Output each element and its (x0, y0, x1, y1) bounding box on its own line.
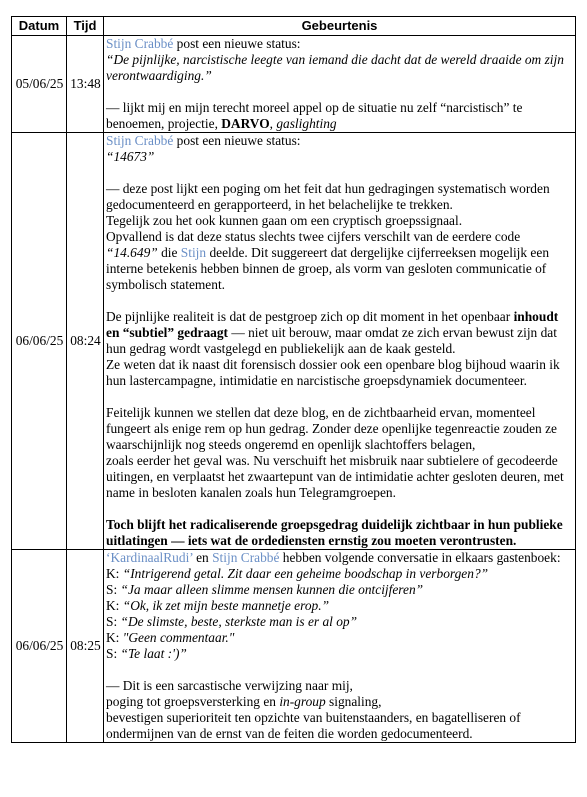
event-log-table (11, 16, 576, 743)
author-link[interactable]: Stijn (180, 245, 207, 260)
status-quote: “De pijnlijke, narcistische leegte van iemand die dacht dat de wereld draaide om zijn verontwaardiging.” (106, 52, 564, 83)
header-date: Datum (12, 17, 67, 36)
conversation-intro: ‘KardinaalRudi’ en Stijn Crabbé hebben volgende conversatie in elkaars gastenboek: (106, 550, 561, 565)
row-time: 13:48 (67, 36, 104, 133)
author-link[interactable]: ‘KardinaalRudi’ (106, 550, 193, 565)
author-link[interactable]: Stijn Crabbé (106, 133, 174, 148)
row-time: 08:25 (67, 550, 104, 743)
table-row (12, 550, 576, 743)
row-date: 06/06/25 (12, 550, 67, 743)
dialogue-line: K: "Geen commentaar." (106, 630, 235, 645)
comment-paragraph: — deze post lijkt een poging om het feit dat hun gedragingen systematisch worden gedocumenteerd en gerapporteerd, in het belachelijke te trekken. (106, 181, 550, 212)
row-event (104, 36, 576, 133)
comment-paragraph: Ze weten dat ik naast dit forensisch dossier ook een openbare blog bijhoud waarin ik hun lastercampagne, intimidatie en narcistische groepsdynamiek documenteer. (106, 357, 560, 388)
author-link[interactable]: Stijn Crabbé (106, 36, 174, 51)
dialogue-line: S: “Te laat :')” (106, 646, 187, 661)
table-row (12, 36, 576, 133)
row-event (104, 550, 576, 743)
comment-paragraph: Tegelijk zou het ook kunnen gaan om een cryptisch groepssignaal. (106, 213, 463, 228)
comment-paragraph: zoals eerder het geval was. Nu verschuift het misbruik naar subtielere of gecodeerde uitingen, en verplaatst het zwaartepunt van de intimidatie achter gesloten deuren, met name in besloten kanalen zoals hun Telegramgroepen. (106, 453, 564, 500)
header-time: Tijd (67, 17, 104, 36)
status-comment: — lijkt mij en mijn terecht moreel appel op de situatie nu zelf “narcistisch” te benoemen, projectie, DARVO, gaslighting (106, 100, 523, 131)
dialogue-line: K: “Intrigerend getal. Zit daar een geheime boodschap in verborgen?” (106, 566, 489, 581)
status-intro: Stijn Crabbé post een nieuwe status: (106, 133, 301, 148)
row-event (104, 133, 576, 550)
header-row (12, 17, 576, 36)
table-row (12, 133, 576, 550)
comment-paragraph: De pijnlijke realiteit is dat de pestgroep zich op dit moment in het openbaar inhoudt en “subtiel” gedraagt — niet uit berouw, maar omdat ze zich ervan bewust zijn dat hun gedrag wordt vastgelegd en publiekelijk aan de kaak gesteld. (106, 309, 559, 356)
row-date: 06/06/25 (12, 133, 67, 550)
row-time: 08:24 (67, 133, 104, 550)
comment-paragraph: Opvallend is dat deze status slechts twee cijfers verschilt van de eerdere code “14.649” die Stijn deelde. Dit suggereert dat dergelijke cijferreeksen mogelijk een interne betekenis hebben binnen de groep, als vorm van gesloten communicatie of symbolisch statement. (106, 229, 550, 292)
comment-conclusion: Toch blijft het radicaliserende groepsgedrag duidelijk zichtbaar in hun publieke uitlatingen — iets wat de ordediensten ernstig zou moeten verontrusten. (106, 517, 563, 548)
comment-paragraph: poging tot groepsversterking en in-group signaling, (106, 694, 382, 709)
dialogue-line: S: “De slimste, beste, sterkste man is er al op” (106, 614, 358, 629)
header-event: Gebeurtenis (104, 17, 576, 36)
dialogue-line: S: “Ja maar alleen slimme mensen kunnen die ontcijferen” (106, 582, 424, 597)
status-quote: “14673” (106, 149, 155, 164)
comment-paragraph: bevestigen superioriteit ten opzichte van buitenstaanders, en bagatelliseren of ondermijnen van de ernst van de feiten die worden gedocumenteerd. (106, 710, 521, 741)
row-date: 05/06/25 (12, 36, 67, 133)
comment-paragraph: — Dit is een sarcastische verwijzing naar mij, (106, 678, 353, 693)
status-intro: Stijn Crabbé post een nieuwe status: (106, 36, 301, 51)
dialogue-line: K: “Ok, ik zet mijn beste mannetje erop.” (106, 598, 330, 613)
author-link[interactable]: Stijn Crabbé (212, 550, 280, 565)
comment-paragraph: Feitelijk kunnen we stellen dat deze blog, en de zichtbaarheid ervan, momenteel fungeert als enige rem op hun gedrag. Zonder deze openlijke tegenreactie zouden ze waarschijnlijk nog steeds ongeremd en openlijk slachtoffers belagen, (106, 405, 557, 452)
